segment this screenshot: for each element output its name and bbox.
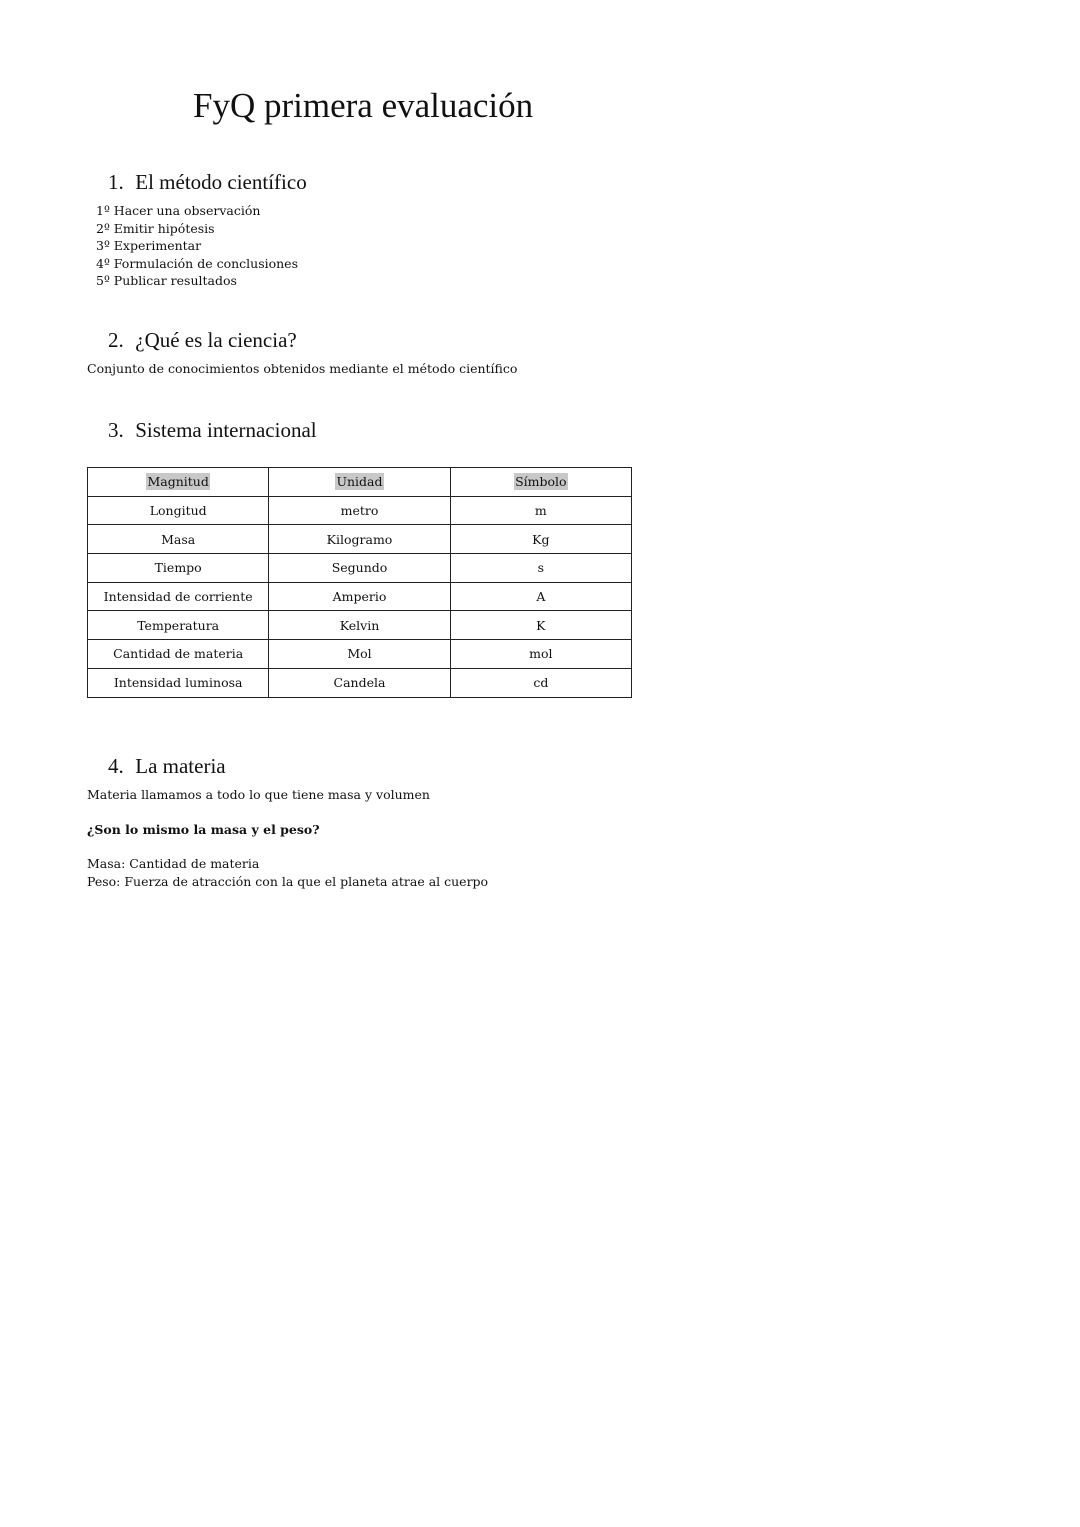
section-title: ¿Qué es la ciencia? — [135, 328, 297, 352]
table-cell: Intensidad de corriente — [88, 582, 269, 611]
table-cell: Candela — [269, 668, 450, 697]
si-units-table — [87, 467, 632, 698]
peso-definition: Peso: Fuerza de atracción con la que el planeta atrae al cuerpo — [87, 874, 489, 889]
table-cell: Kelvin — [269, 611, 450, 640]
table-cell: Temperatura — [88, 611, 269, 640]
table-cell: Mol — [269, 640, 450, 669]
header-cell-magnitud: Magnitud — [88, 468, 269, 497]
section-heading-materia — [108, 753, 226, 779]
ciencia-definition: Conjunto de conocimientos obtenidos mediante el método científico — [87, 361, 518, 376]
table-cell: A — [450, 582, 631, 611]
masa-peso-question: ¿Son lo mismo la masa y el peso? — [87, 822, 320, 837]
table-cell: Kg — [450, 525, 631, 554]
section-heading-metodo — [108, 169, 307, 195]
table-row — [88, 554, 632, 583]
table-cell: m — [450, 496, 631, 525]
section-number: 1. — [108, 170, 124, 194]
table-row — [88, 611, 632, 640]
table-cell: Cantidad de materia — [88, 640, 269, 669]
table-cell: metro — [269, 496, 450, 525]
table-cell: Kilogramo — [269, 525, 450, 554]
page-title: FyQ primera evaluación — [193, 86, 534, 125]
list-item: 5º Publicar resultados — [96, 273, 237, 288]
masa-definition: Masa: Cantidad de materia — [87, 856, 260, 871]
section-heading-sistema — [108, 417, 317, 443]
table-row — [88, 496, 632, 525]
table-cell: Amperio — [269, 582, 450, 611]
header-cell-unidad: Unidad — [269, 468, 450, 497]
list-item: 2º Emitir hipótesis — [96, 220, 215, 236]
table-cell: s — [450, 554, 631, 583]
table-row — [88, 525, 632, 554]
table-cell: Longitud — [88, 496, 269, 525]
list-item: 3º Experimentar — [96, 238, 202, 253]
table-cell: Masa — [88, 525, 269, 554]
list-item: 4º Formulación de conclusiones — [96, 255, 298, 271]
section-title: La materia — [135, 754, 226, 778]
table-cell: Tiempo — [88, 554, 269, 583]
list-item: 1º Hacer una observación — [96, 203, 261, 218]
table-cell: mol — [450, 640, 631, 669]
table-cell: Intensidad luminosa — [88, 668, 269, 697]
table-cell: cd — [450, 668, 631, 697]
section-title: Sistema internacional — [135, 418, 317, 442]
table-cell: Segundo — [269, 554, 450, 583]
section-number: 3. — [108, 418, 124, 442]
table-header-row — [88, 468, 632, 497]
materia-definition: Materia llamamos a todo lo que tiene masa y volumen — [87, 787, 430, 802]
table-cell: K — [450, 611, 631, 640]
table-row — [88, 668, 632, 697]
section-title: El método científico — [135, 170, 307, 194]
section-number: 2. — [108, 328, 124, 352]
header-cell-simbolo: Símbolo — [450, 468, 631, 497]
table-row — [88, 640, 632, 669]
section-number: 4. — [108, 754, 124, 778]
table-row — [88, 582, 632, 611]
section-heading-ciencia — [108, 327, 297, 353]
method-steps-list — [96, 202, 298, 290]
